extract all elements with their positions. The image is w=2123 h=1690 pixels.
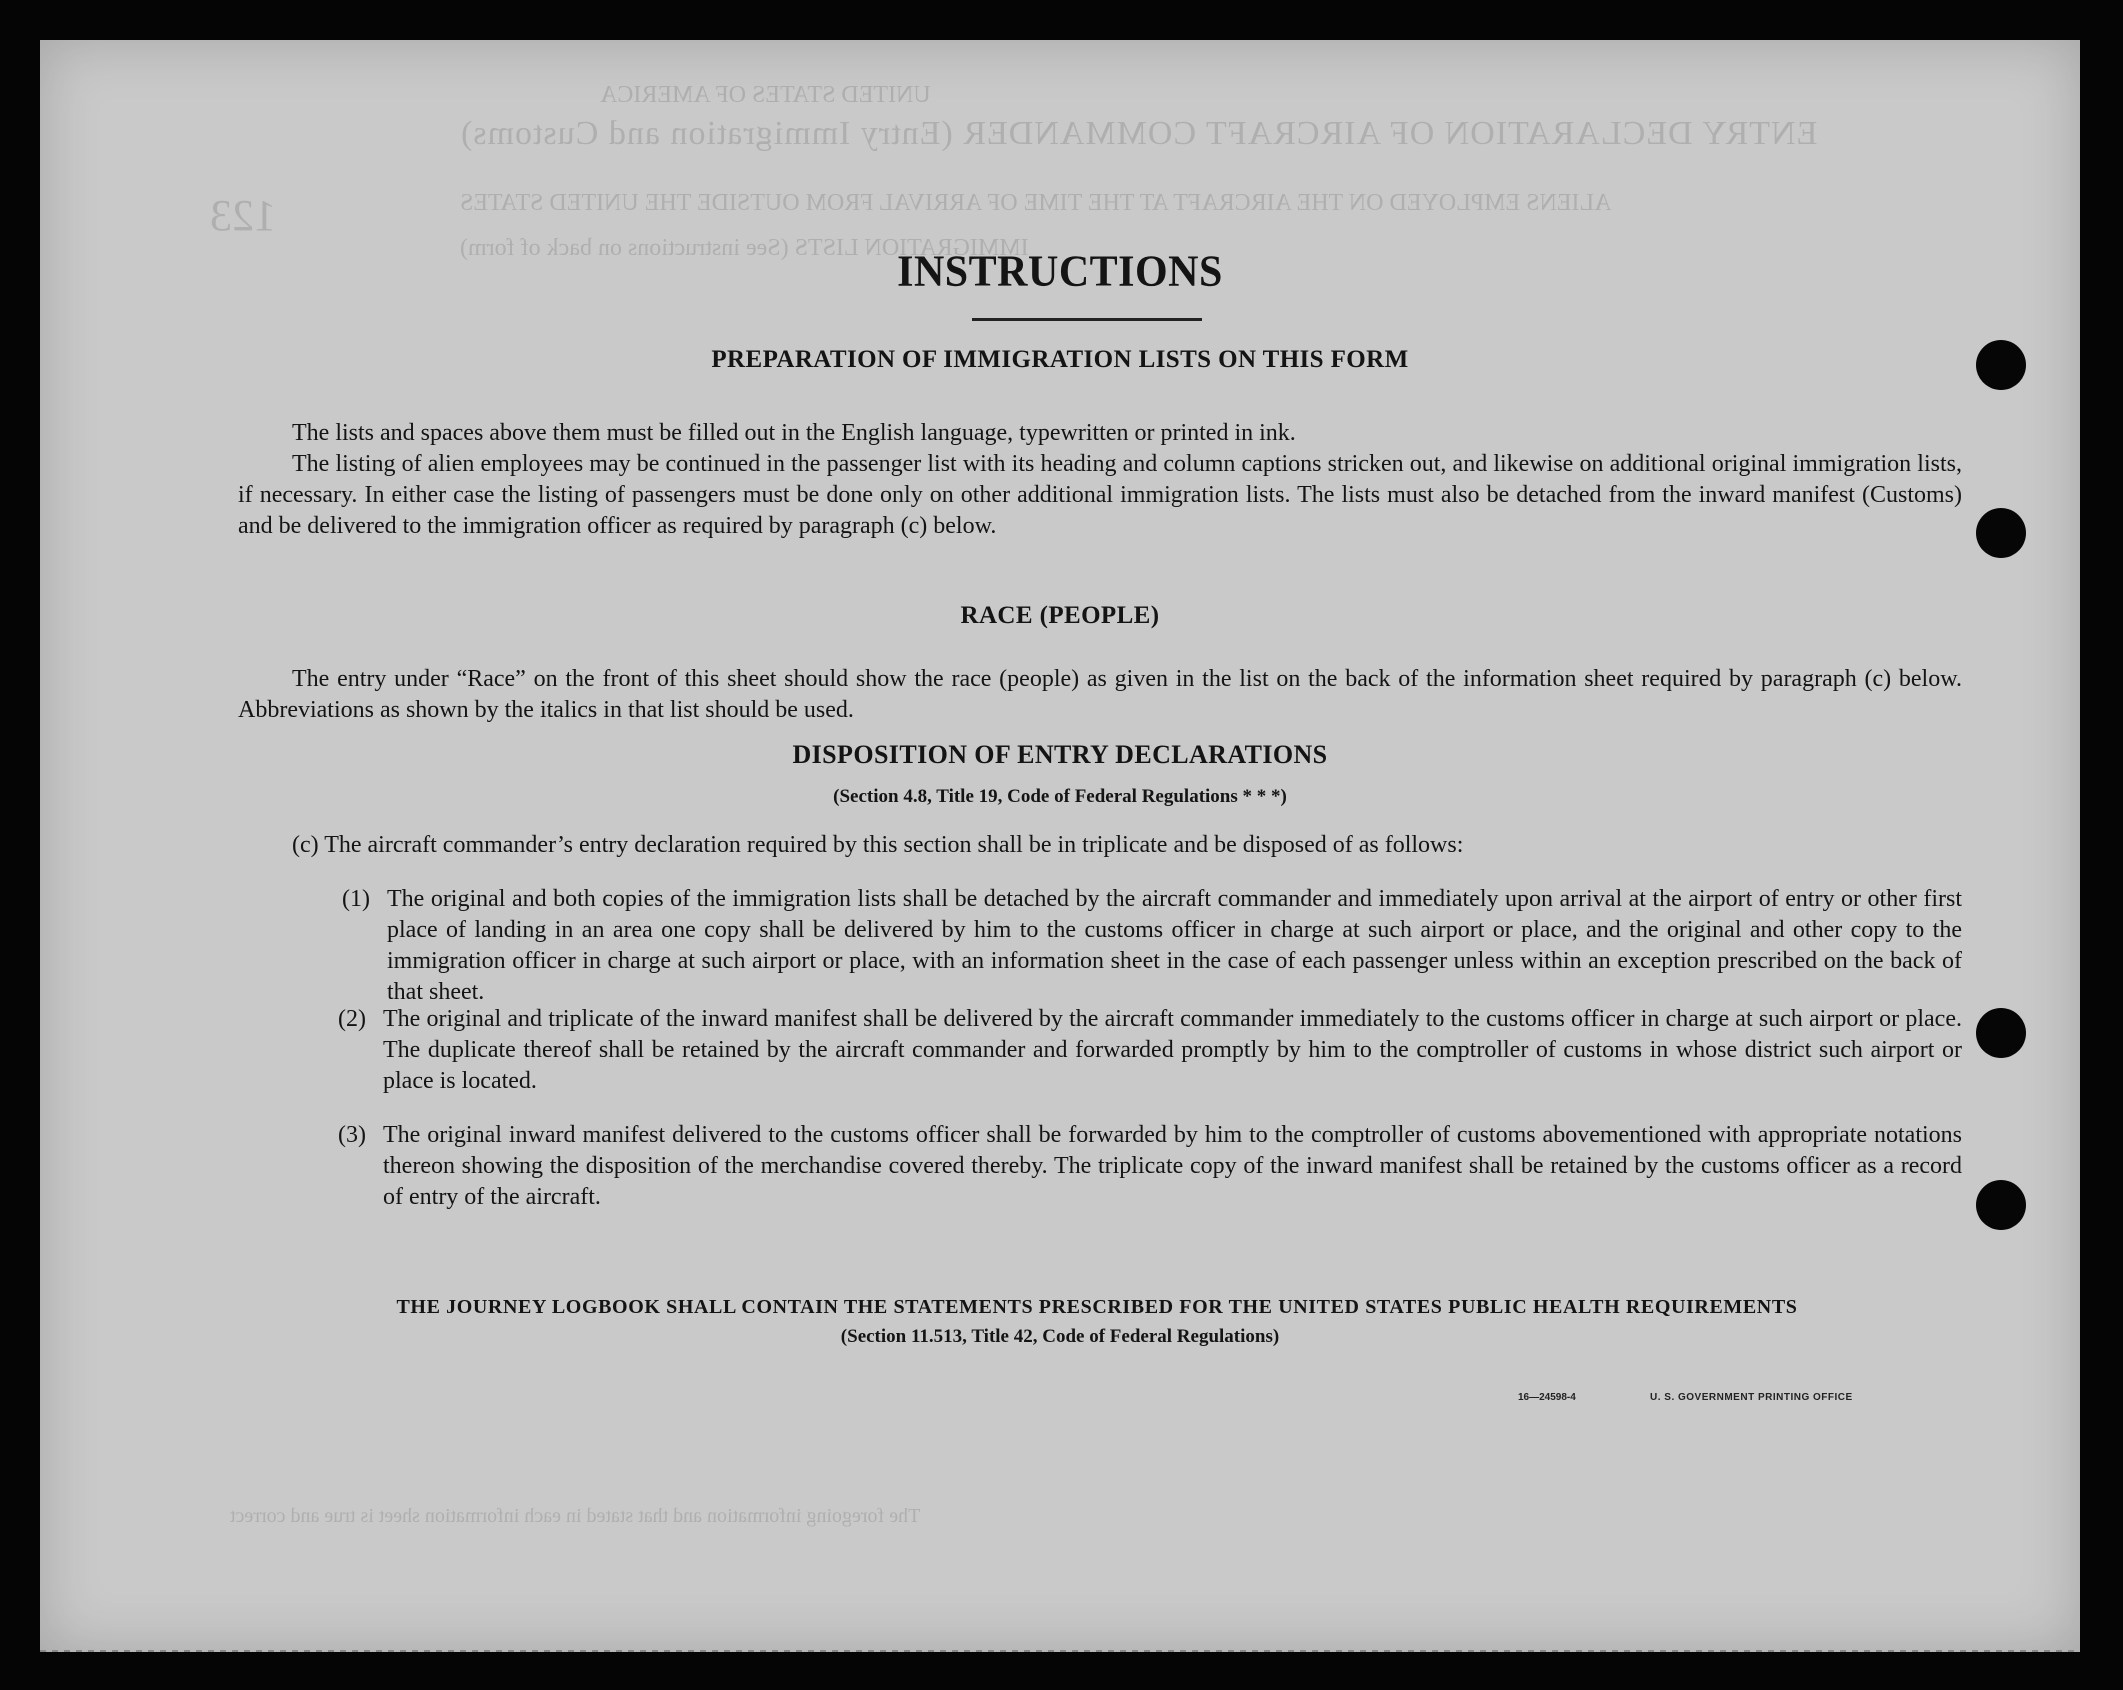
punch-hole [1976,508,2026,558]
perforated-edge [40,1650,2080,1652]
printing-office-imprint: U. S. GOVERNMENT PRINTING OFFICE [1650,1392,1853,1403]
journey-logbook-statement: THE JOURNEY LOGBOOK SHALL CONTAIN THE STATEMENTS PRESCRIBED FOR THE UNITED STATES PUBLIC HEALTH REQUIREMENTS [396,1296,1798,1318]
title-underline [972,318,1202,321]
disposition-citation: (Section 4.8, Title 19, Code of Federal Regulations * * *) [833,786,1287,807]
disposition-item [338,1120,1962,1213]
race-heading: RACE (PEOPLE) [960,602,1160,629]
disposition-item [338,1004,1962,1097]
race-paragraph: The entry under “Race” on the front of this sheet should show the race (people) as given in the list on the back of the information sheet required by paragraph (c) below. Abbreviations as shown by the italics in that list should be used. [238,666,1962,723]
preparation-heading: PREPARATION OF IMMIGRATION LISTS ON THIS FORM [711,346,1409,373]
print-code: 16—24598-4 [1518,1392,1576,1403]
item-number: (3) [338,1122,366,1148]
bleed-through-number: 123 [210,191,276,240]
document-page [40,40,2080,1652]
disposition-heading: DISPOSITION OF ENTRY DECLARATIONS [792,740,1328,769]
punch-hole [1976,1008,2026,1058]
instructions-content [40,40,2080,1652]
item-text: The original and both copies of the immigration lists shall be detached by the aircraft commander and immediately upon arrival at the airport of entry or other first place of landing in an area one copy shall be delivered by him to the customs officer in charge at such airport or place, and the original and other copy to the immigration officer in charge at such airport or place, with an information sheet in the case of each passenger unless within an exception prescribed on the back of that sheet. [387,886,1962,1005]
bleed-through-line: The foregoing information and that stated in each information sheet is true and correct [230,1505,921,1527]
punch-hole [1976,340,2026,390]
item-number: (1) [342,886,370,912]
journey-logbook-citation: (Section 11.513, Title 42, Code of Federal Regulations) [840,1326,1280,1347]
disposition-item [342,884,1962,1008]
preparation-paragraph-1: The lists and spaces above them must be filled out in the English language, typewritten or printed in ink. [292,420,1296,446]
item-number: (2) [338,1006,366,1032]
punch-hole [1976,1180,2026,1230]
bleed-through-line: ALIENS EMPLOYED ON THE AIRCRAFT AT THE TIME OF ARRIVAL FROM OUTSIDE THE UNITED STATES [460,190,1612,216]
page-title: INSTRUCTIONS [897,247,1223,297]
bleed-through-subtitle: UNITED STATES OF AMERICA [600,82,931,108]
bleed-through-title: ENTRY DECLARATION OF AIRCRAFT COMMANDER (Entry Immigration and Customs) [460,115,1818,152]
disposition-paragraph-c: (c) The aircraft commander’s entry declaration required by this section shall be in triplicate and be disposed of as follows: [292,832,1464,858]
bleed-through-line: IMMIGRATION LISTS (See instructions on back of form) [460,235,1029,261]
item-text: The original and triplicate of the inward manifest shall be delivered by the aircraft commander immediately to the customs officer in charge at such airport or place. The duplicate thereof shall be retained by the aircraft commander and forwarded promptly by him to the comptroller of customs in whose district such airport or place is located. [383,1006,1962,1094]
preparation-paragraph-2: The listing of alien employees may be continued in the passenger list with its heading and column captions stricken out, and likewise on additional original immigration lists, if necessary. In either case the listing of passengers must be done only on other additional immigration lists. The lists must also be detached from the inward manifest (Customs) and be delivered to the immigration officer as required by paragraph (c) below. [238,451,1962,539]
item-text: The original inward manifest delivered to the customs officer shall be forwarded by him to the comptroller of customs abovementioned with appropriate notations thereon showing the disposition of the merchandise covered thereby. The triplicate copy of the inward manifest shall be retained by the customs officer as a record of entry of the aircraft. [383,1122,1962,1210]
